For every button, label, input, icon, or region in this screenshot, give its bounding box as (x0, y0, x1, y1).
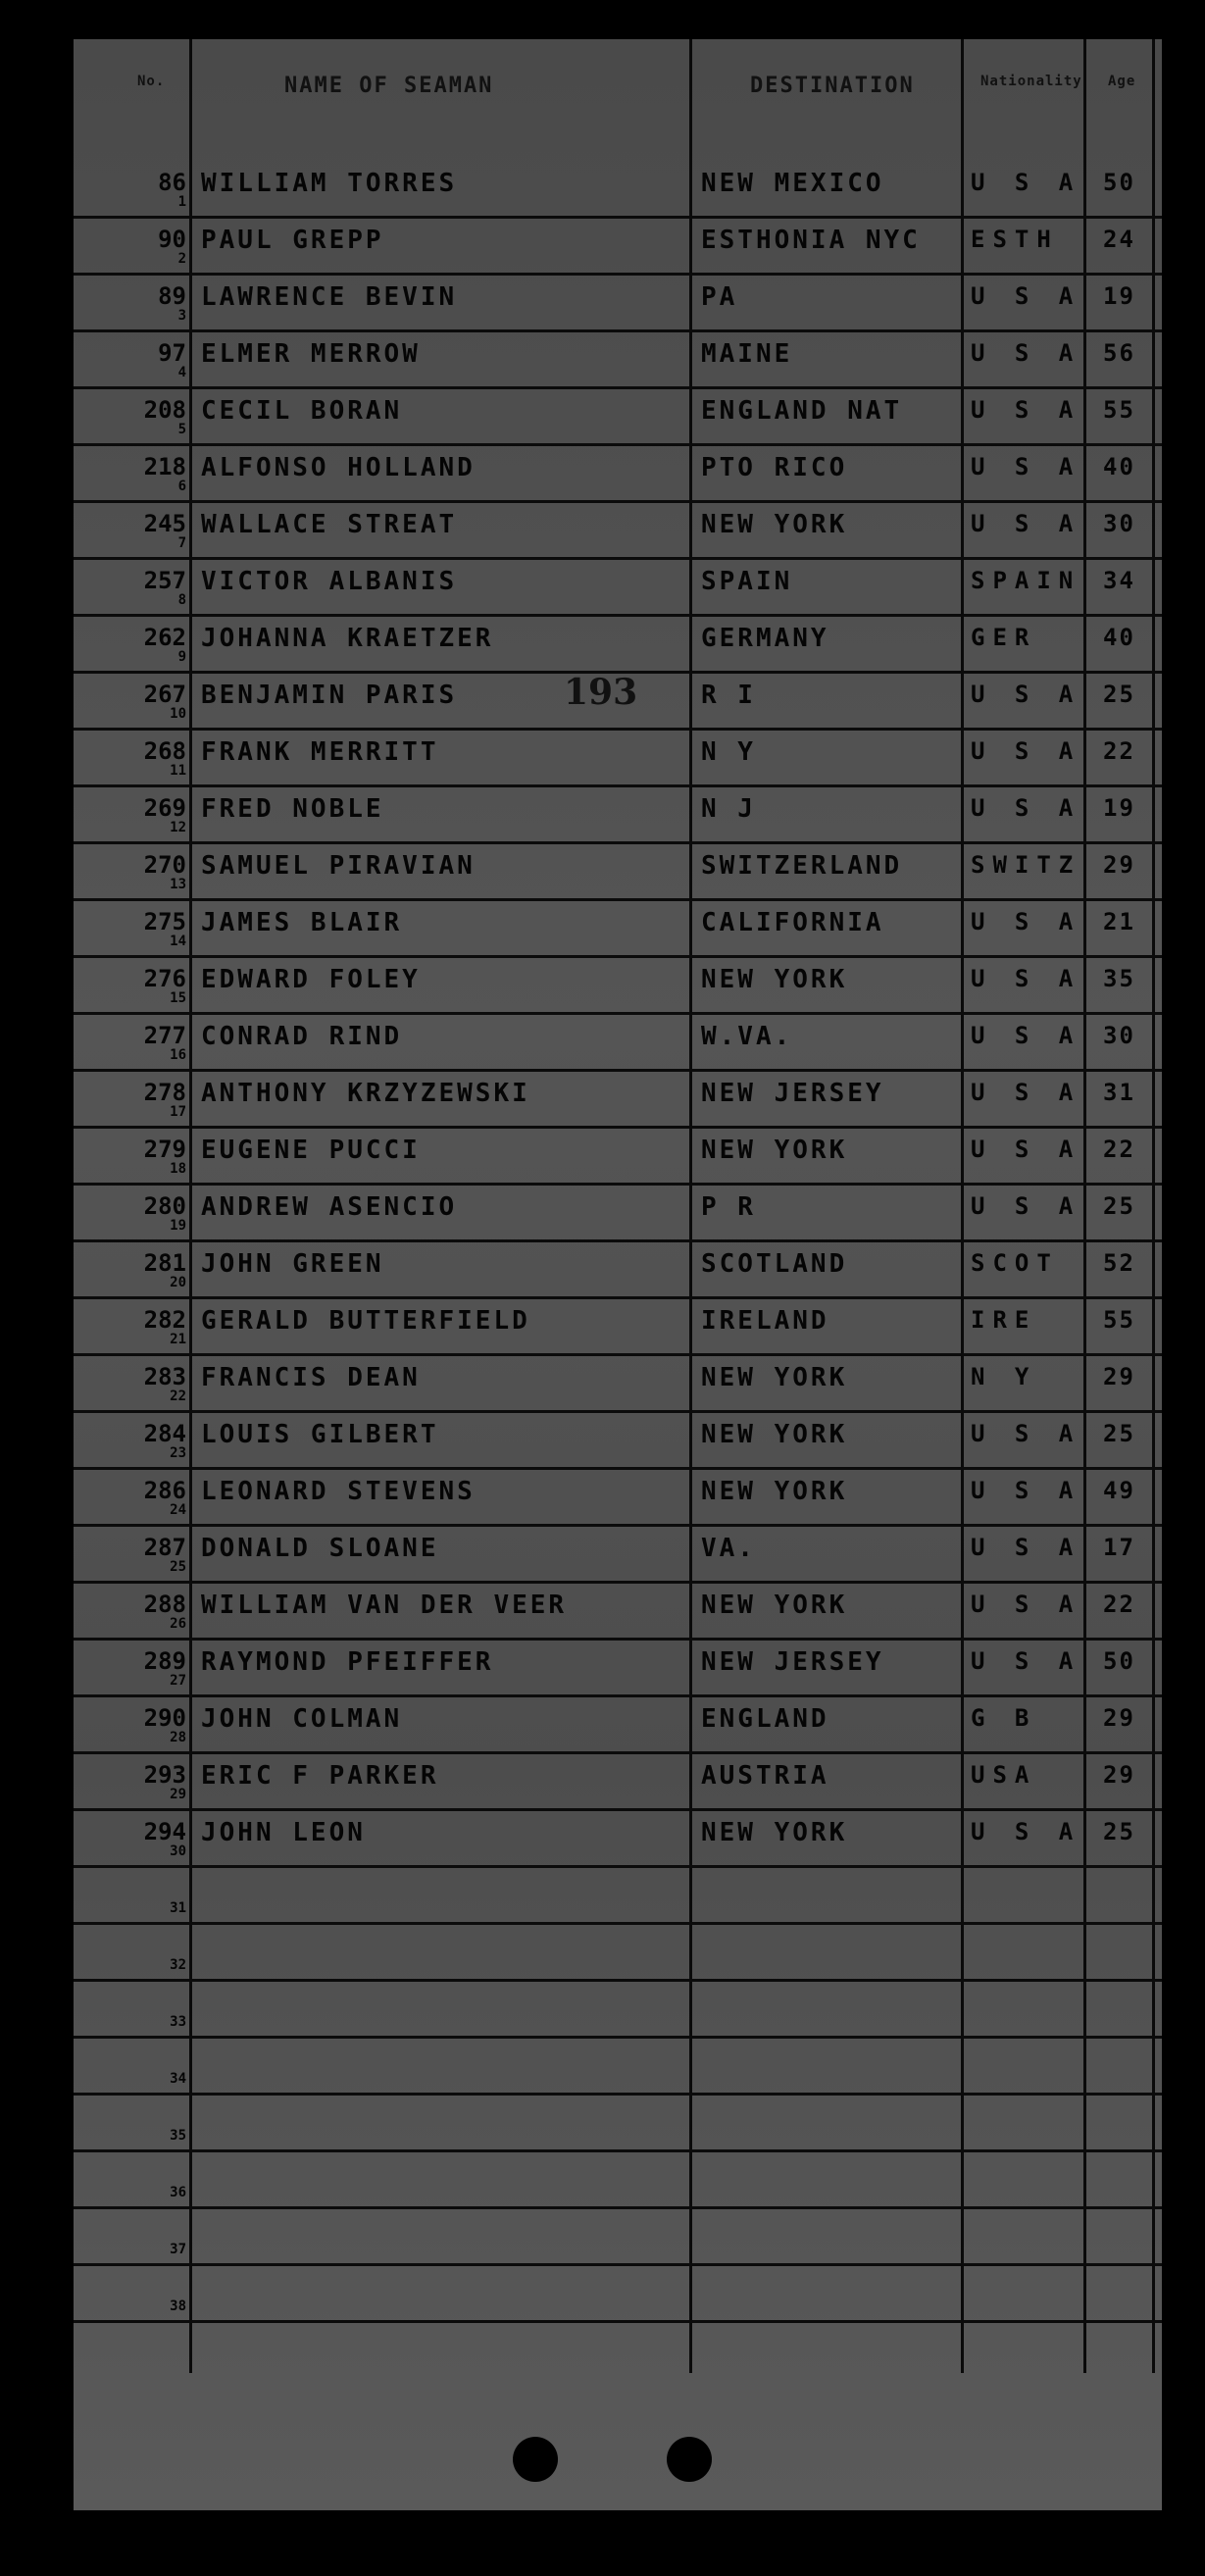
line-number: 7 (177, 535, 186, 551)
seaman-name: CECIL BORAN (201, 396, 403, 426)
destination: SCOTLAND (701, 1249, 848, 1279)
seaman-name: GERALD BUTTERFIELD (201, 1306, 530, 1336)
seaman-name: ERIC F PARKER (201, 1761, 439, 1791)
destination: IRELAND (701, 1306, 829, 1336)
nationality: U S A (971, 510, 1081, 537)
age: 25 (1103, 1818, 1135, 1845)
row-number: 284 (143, 1420, 186, 1447)
age: 25 (1103, 1192, 1135, 1220)
table-row (74, 955, 1162, 1015)
age: 22 (1103, 737, 1135, 765)
destination: N Y (701, 737, 756, 767)
seaman-name: RAYMOND PFEIFFER (201, 1647, 494, 1677)
nationality: SWITZ (971, 851, 1081, 879)
row-number: 218 (143, 453, 186, 480)
line-number: 15 (170, 990, 186, 1006)
table-row (74, 1012, 1162, 1072)
nationality: USA (971, 1761, 1037, 1789)
seaman-name: BENJAMIN PARIS (201, 681, 458, 710)
nationality: U S A (971, 737, 1081, 765)
destination: NEW YORK (701, 965, 848, 994)
table-row (74, 2149, 1162, 2209)
header-destination: DESTINATION (750, 74, 915, 98)
seaman-name: FRED NOBLE (201, 794, 384, 824)
table-row (74, 159, 1162, 219)
line-number: 6 (177, 479, 186, 494)
table-row (74, 1524, 1162, 1584)
nationality: SPAIN (971, 567, 1081, 594)
table-row (74, 443, 1162, 503)
destination: NEW YORK (701, 1591, 848, 1620)
table-row (74, 898, 1162, 958)
nationality: SCOT (971, 1249, 1059, 1277)
nationality: N Y (971, 1363, 1037, 1390)
line-number: 25 (170, 1559, 186, 1575)
row-number: 287 (143, 1534, 186, 1561)
row-number: 268 (143, 737, 186, 765)
row-number: 257 (143, 567, 186, 594)
destination: CALIFORNIA (701, 908, 884, 937)
seaman-name: JOHN COLMAN (201, 1704, 403, 1734)
nationality: U S A (971, 169, 1081, 196)
seaman-name: ELMER MERROW (201, 339, 421, 369)
age: 56 (1103, 339, 1135, 367)
table-row (74, 2263, 1162, 2323)
row-number: 269 (143, 794, 186, 822)
destination: PA (701, 282, 738, 312)
line-number: 10 (170, 706, 186, 722)
line-number: 22 (170, 1389, 186, 1404)
nationality: ESTH (971, 226, 1059, 253)
row-number: 86 (158, 169, 186, 196)
destination: GERMANY (701, 624, 829, 653)
nationality: U S A (971, 794, 1081, 822)
age: 30 (1103, 510, 1135, 537)
table-row (74, 1638, 1162, 1697)
seaman-name: VICTOR ALBANIS (201, 567, 458, 596)
age: 25 (1103, 1420, 1135, 1447)
nationality: U S A (971, 1022, 1081, 1049)
destination: W.VA. (701, 1022, 793, 1051)
row-number: 289 (143, 1647, 186, 1675)
table-row (74, 1183, 1162, 1242)
row-number: 278 (143, 1079, 186, 1106)
line-number: 2 (177, 251, 186, 267)
nationality: U S A (971, 681, 1081, 708)
row-number: 282 (143, 1306, 186, 1334)
seaman-name: JOHN LEON (201, 1818, 366, 1847)
seaman-name: JOHANNA KRAETZER (201, 624, 494, 653)
age: 30 (1103, 1022, 1135, 1049)
row-number: 290 (143, 1704, 186, 1732)
seaman-name: CONRAD RIND (201, 1022, 403, 1051)
binder-hole (667, 2437, 712, 2482)
nationality: U S A (971, 339, 1081, 367)
seaman-name: WALLACE STREAT (201, 510, 458, 539)
line-number: 26 (170, 1616, 186, 1632)
line-number: 4 (177, 365, 186, 380)
age: 49 (1103, 1477, 1135, 1504)
table-row (74, 784, 1162, 844)
header-no: No. (137, 74, 166, 89)
line-number: 12 (170, 820, 186, 835)
nationality: G B (971, 1704, 1037, 1732)
nationality: U S A (971, 1477, 1081, 1504)
table-row (74, 500, 1162, 560)
nationality: IRE (971, 1306, 1037, 1334)
row-number: 286 (143, 1477, 186, 1504)
age: 19 (1103, 794, 1135, 822)
table-row (74, 614, 1162, 674)
row-number: 288 (143, 1591, 186, 1618)
line-number: 1 (177, 194, 186, 210)
table-row (74, 329, 1162, 389)
line-number: 9 (177, 649, 186, 665)
table-row (74, 386, 1162, 446)
seaman-name: LAWRENCE BEVIN (201, 282, 458, 312)
destination: VA. (701, 1534, 756, 1563)
table-row (74, 1581, 1162, 1641)
line-number: 36 (170, 2185, 186, 2200)
destination: NEW JERSEY (701, 1079, 884, 1108)
nationality: U S A (971, 282, 1081, 310)
line-number: 27 (170, 1673, 186, 1689)
nationality: U S A (971, 1591, 1081, 1618)
table-row (74, 2093, 1162, 2152)
destination: NEW YORK (701, 1420, 848, 1449)
destination: R I (701, 681, 756, 710)
row-number: 281 (143, 1249, 186, 1277)
line-number: 16 (170, 1047, 186, 1063)
seaman-name: EDWARD FOLEY (201, 965, 421, 994)
seaman-name: FRANCIS DEAN (201, 1363, 421, 1392)
destination: SWITZERLAND (701, 851, 903, 881)
age: 50 (1103, 169, 1135, 196)
header-age: Age (1108, 74, 1136, 89)
row-number: 280 (143, 1192, 186, 1220)
seaman-name: ALFONSO HOLLAND (201, 453, 476, 482)
age: 17 (1103, 1534, 1135, 1561)
table-row (74, 1296, 1162, 1356)
line-number: 11 (170, 763, 186, 779)
line-number: 28 (170, 1730, 186, 1745)
table-row (74, 1239, 1162, 1299)
seaman-name: EUGENE PUCCI (201, 1136, 421, 1165)
destination: NEW YORK (701, 510, 848, 539)
destination: NEW YORK (701, 1136, 848, 1165)
line-number: 20 (170, 1275, 186, 1290)
line-number: 13 (170, 877, 186, 892)
nationality: U S A (971, 396, 1081, 424)
destination: NEW YORK (701, 1363, 848, 1392)
age: 35 (1103, 965, 1135, 992)
line-number: 21 (170, 1332, 186, 1347)
age: 19 (1103, 282, 1135, 310)
age: 21 (1103, 908, 1135, 935)
seaman-name: LEONARD STEVENS (201, 1477, 476, 1506)
seaman-name: WILLIAM TORRES (201, 169, 458, 198)
destination: P R (701, 1192, 756, 1222)
line-number: 32 (170, 1957, 186, 1973)
nationality: GER (971, 624, 1037, 651)
row-number: 89 (158, 282, 186, 310)
table-row (74, 2206, 1162, 2266)
table-row (74, 841, 1162, 901)
line-number: 19 (170, 1218, 186, 1234)
seaman-name: SAMUEL PIRAVIAN (201, 851, 476, 881)
table-row (74, 1126, 1162, 1186)
destination: ENGLAND (701, 1704, 829, 1734)
nationality: U S A (971, 965, 1081, 992)
row-number: 277 (143, 1022, 186, 1049)
nationality: U S A (971, 908, 1081, 935)
line-number: 3 (177, 308, 186, 324)
table-row (74, 1069, 1162, 1129)
row-number: 90 (158, 226, 186, 253)
table-row (74, 557, 1162, 617)
destination: ENGLAND NAT (701, 396, 903, 426)
table-row (74, 1922, 1162, 1982)
header-nationality: Nationality (980, 74, 1082, 89)
table-row (74, 1694, 1162, 1754)
manifest-sheet (74, 39, 1162, 2510)
row-number: 208 (143, 396, 186, 424)
line-number: 34 (170, 2071, 186, 2087)
binder-hole (513, 2437, 558, 2482)
age: 55 (1103, 1306, 1135, 1334)
age: 34 (1103, 567, 1135, 594)
age: 55 (1103, 396, 1135, 424)
row-number: 275 (143, 908, 186, 935)
seaman-name: WILLIAM VAN DER VEER (201, 1591, 568, 1620)
age: 22 (1103, 1591, 1135, 1618)
table-row (74, 2036, 1162, 2096)
line-number: 35 (170, 2128, 186, 2144)
destination: SPAIN (701, 567, 793, 596)
table-row (74, 273, 1162, 332)
age: 29 (1103, 1704, 1135, 1732)
nationality: U S A (971, 1647, 1081, 1675)
destination: MAINE (701, 339, 793, 369)
destination: N J (701, 794, 756, 824)
seaman-name: FRANK MERRITT (201, 737, 439, 767)
seaman-name: LOUIS GILBERT (201, 1420, 439, 1449)
nationality: U S A (971, 1420, 1081, 1447)
age: 52 (1103, 1249, 1135, 1277)
line-number: 18 (170, 1161, 186, 1177)
row-number: 294 (143, 1818, 186, 1845)
row-number: 262 (143, 624, 186, 651)
destination: NEW YORK (701, 1818, 848, 1847)
row-number: 267 (143, 681, 186, 708)
row-number: 293 (143, 1761, 186, 1789)
line-number: 33 (170, 2014, 186, 2030)
seaman-name: PAUL GREPP (201, 226, 384, 255)
line-number: 29 (170, 1787, 186, 1802)
nationality: U S A (971, 1136, 1081, 1163)
line-number: 24 (170, 1502, 186, 1518)
age: 24 (1103, 226, 1135, 253)
table-header (74, 39, 1162, 152)
age: 22 (1103, 1136, 1135, 1163)
line-number: 38 (170, 2298, 186, 2314)
table-row (74, 216, 1162, 276)
destination: AUSTRIA (701, 1761, 829, 1791)
line-number: 5 (177, 422, 186, 437)
destination: PTO RICO (701, 453, 848, 482)
nationality: U S A (971, 1534, 1081, 1561)
seaman-name: DONALD SLOANE (201, 1534, 439, 1563)
table-row (74, 1865, 1162, 1925)
nationality: U S A (971, 1192, 1081, 1220)
destination: NEW YORK (701, 1477, 848, 1506)
nationality: U S A (971, 1079, 1081, 1106)
page-stamp: 193 (564, 672, 638, 713)
nationality: U S A (971, 453, 1081, 480)
table-row (74, 1751, 1162, 1811)
row-number: 276 (143, 965, 186, 992)
header-name: NAME OF SEAMAN (284, 74, 494, 98)
table-row (74, 1979, 1162, 2039)
destination: NEW MEXICO (701, 169, 884, 198)
row-number: 283 (143, 1363, 186, 1390)
line-number: 8 (177, 592, 186, 608)
age: 25 (1103, 681, 1135, 708)
seaman-name: ANTHONY KRZYZEWSKI (201, 1079, 530, 1108)
table-row (74, 1353, 1162, 1413)
age: 31 (1103, 1079, 1135, 1106)
seaman-name: ANDREW ASENCIO (201, 1192, 458, 1222)
seaman-name: JOHN GREEN (201, 1249, 384, 1279)
row-number: 279 (143, 1136, 186, 1163)
line-number: 30 (170, 1844, 186, 1859)
row-number: 270 (143, 851, 186, 879)
line-number: 14 (170, 934, 186, 949)
table-row (74, 1467, 1162, 1527)
row-number: 97 (158, 339, 186, 367)
table-row (74, 1410, 1162, 1470)
table-row (74, 1808, 1162, 1868)
row-number: 245 (143, 510, 186, 537)
line-number: 37 (170, 2242, 186, 2257)
line-number: 17 (170, 1104, 186, 1120)
destination: NEW JERSEY (701, 1647, 884, 1677)
age: 40 (1103, 453, 1135, 480)
seaman-name: JAMES BLAIR (201, 908, 403, 937)
age: 40 (1103, 624, 1135, 651)
age: 29 (1103, 851, 1135, 879)
age: 29 (1103, 1363, 1135, 1390)
line-number: 31 (170, 1900, 186, 1916)
line-number: 23 (170, 1445, 186, 1461)
table-row (74, 728, 1162, 787)
age: 29 (1103, 1761, 1135, 1789)
age: 50 (1103, 1647, 1135, 1675)
destination: ESTHONIA NYC (701, 226, 921, 255)
nationality: U S A (971, 1818, 1081, 1845)
